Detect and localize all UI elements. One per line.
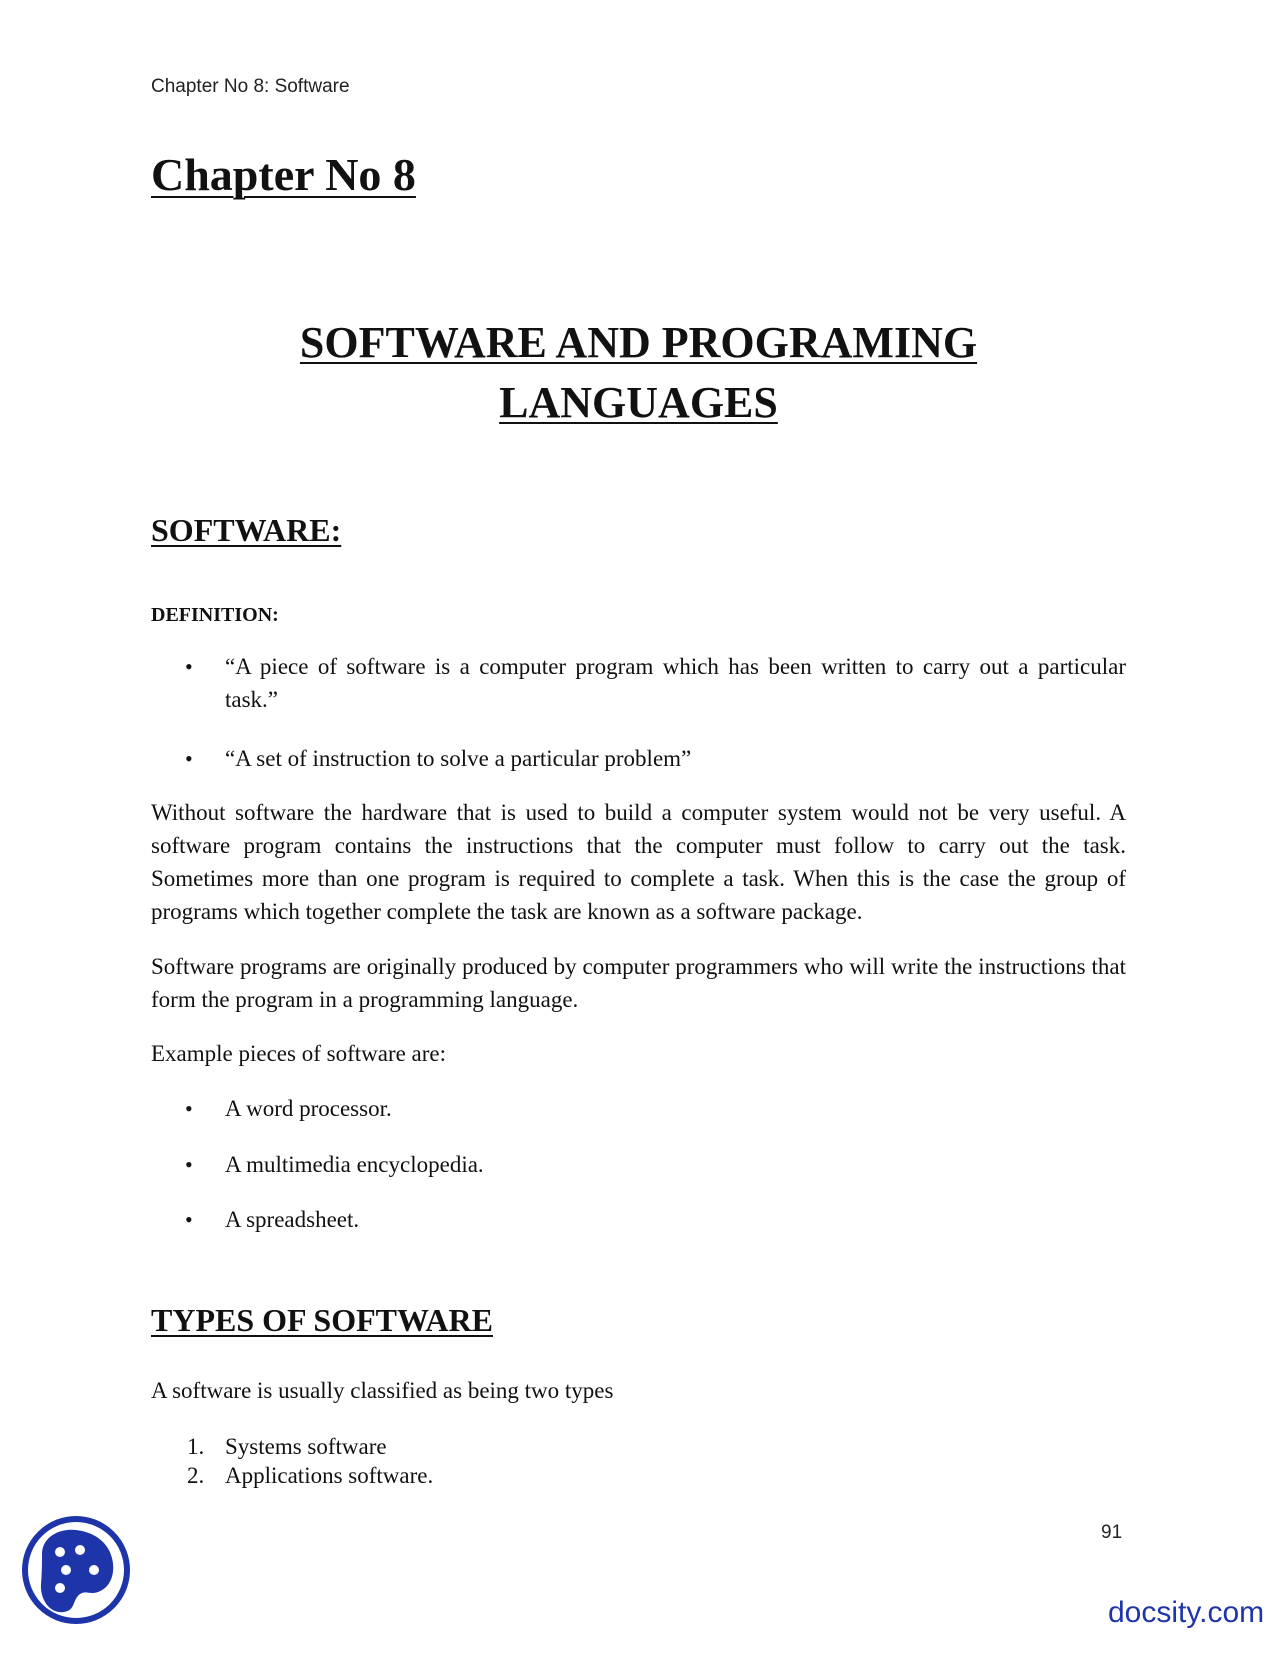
examples-list-item-1-wrap <box>151 1092 1126 1125</box>
main-title-line-1: SOFTWARE AND PROGRAMING <box>299 318 978 367</box>
definition-item: • “A piece of software is a computer program which has been written to carry out a particular task.” <box>151 650 1126 716</box>
main-title <box>151 313 1126 433</box>
examples-list-item-2-wrap <box>151 1148 1126 1181</box>
chapter-heading: Chapter No 8 <box>151 149 416 200</box>
type-item-label: Applications software. <box>225 1463 434 1488</box>
software-section-heading: SOFTWARE: <box>151 512 342 548</box>
definition-item: • “A set of instruction to solve a particular problem” <box>151 742 1126 775</box>
page-number: 91 <box>1101 1522 1123 1543</box>
type-item-number: 2. <box>187 1463 205 1488</box>
type-item-label: Systems software <box>225 1434 387 1459</box>
type-item <box>151 1461 1126 1490</box>
example-item: • A word processor. <box>151 1092 1126 1125</box>
types-intro: A software is usually classified as being two types <box>151 1378 614 1403</box>
docsity-brand-link[interactable]: docsity.com <box>1108 1596 1265 1629</box>
types-list <box>151 1432 1126 1490</box>
type-item-number: 1. <box>187 1434 205 1459</box>
example-item: • A multimedia encyclopedia. <box>151 1148 1126 1181</box>
definition-list-2 <box>151 742 1126 775</box>
examples-list-item-3-wrap <box>151 1203 1126 1236</box>
software-paragraph-1: Without software the hardware that is used to build a computer system would not be very useful. A software program contains the instructions that the computer must follow to carry out the task. Sometimes more than one program is required to complete a task. When this is the case the group of programs which together complete the task are known as a software package. <box>151 800 1126 924</box>
running-header: Chapter No 8: Software <box>151 76 350 97</box>
definition-label: DEFINITION: <box>151 604 279 626</box>
examples-intro: Example pieces of software are: <box>151 1041 447 1066</box>
type-item <box>151 1432 1126 1461</box>
types-section-heading: TYPES OF SOFTWARE <box>151 1302 493 1338</box>
docsity-logo-icon[interactable] <box>20 1514 132 1626</box>
example-item: • A spreadsheet. <box>151 1203 1126 1236</box>
main-title-line-2: LANGUAGES <box>499 378 778 427</box>
software-paragraph-2: Software programs are originally produced by computer programmers who will write the instructions that form the program in a programming language. <box>151 954 1126 1012</box>
definition-list <box>151 650 1126 716</box>
